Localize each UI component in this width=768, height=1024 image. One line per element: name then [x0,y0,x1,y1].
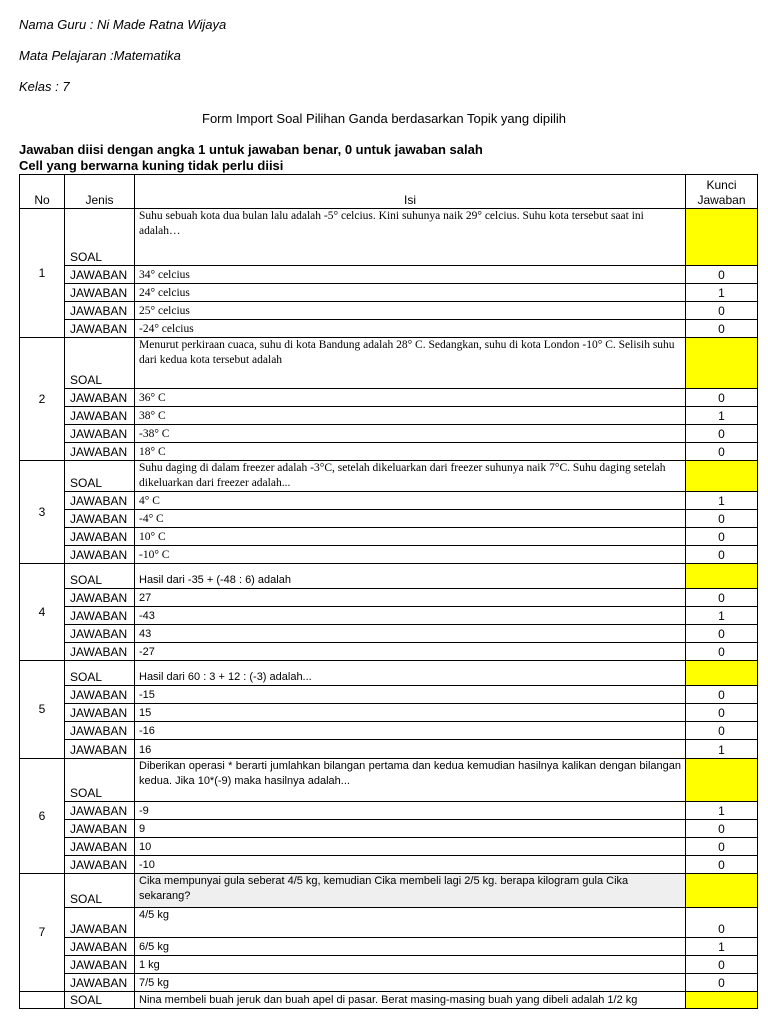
question-number: 3 [20,461,65,564]
answer-row [20,510,758,528]
answer-row [20,302,758,320]
answer-key: 1 [686,407,758,425]
header-kunci [686,175,758,209]
type-jawaban: JAWABAN [65,856,135,874]
answer-text: 34° celcius [135,266,686,284]
type-jawaban: JAWABAN [65,589,135,607]
answer-text: -10 [135,856,686,874]
type-jawaban: JAWABAN [65,686,135,704]
question-row [20,461,758,492]
type-soal: SOAL [65,338,135,389]
answer-text: 16 [135,740,686,759]
question-row [20,338,758,389]
key-cell-highlighted [686,661,758,686]
type-jawaban: JAWABAN [65,546,135,564]
type-jawaban: JAWABAN [65,320,135,338]
question-row [20,874,758,908]
answer-key: 0 [686,820,758,838]
type-jawaban: JAWABAN [65,528,135,546]
answer-text: -27 [135,643,686,661]
type-jawaban: JAWABAN [65,407,135,425]
type-jawaban: JAWABAN [65,740,135,759]
answer-row [20,407,758,425]
question-number [20,992,65,1009]
type-jawaban: JAWABAN [65,266,135,284]
answer-text: 43 [135,625,686,643]
answer-row [20,607,758,625]
answer-row [20,856,758,874]
question-text: Cika mempunyai gula seberat 4/5 kg, kemudian Cika membeli lagi 2/5 kg. berapa kilogram gula Cika sekarang? [135,874,686,908]
answer-key: 0 [686,704,758,722]
type-jawaban: JAWABAN [65,492,135,510]
type-soal: SOAL [65,874,135,908]
answer-text: -38° C [135,425,686,443]
instruction-line-1: Jawaban diisi dengan angka 1 untuk jawaban benar, 0 untuk jawaban salah [19,142,483,157]
answer-key: 0 [686,443,758,461]
type-jawaban: JAWABAN [65,908,135,938]
answer-row [20,528,758,546]
subject-name: Mata Pelajaran :Matematika [19,48,181,63]
type-jawaban: JAWABAN [65,389,135,407]
answer-key: 0 [686,686,758,704]
header-jenis: Jenis [65,175,135,209]
answer-text: -9 [135,802,686,820]
answer-row [20,425,758,443]
answer-text: -43 [135,607,686,625]
type-jawaban: JAWABAN [65,302,135,320]
instruction-line-2: Cell yang berwarna kuning tidak perlu diisi [19,158,284,173]
type-soal: SOAL [65,992,135,1009]
type-jawaban: JAWABAN [65,607,135,625]
answer-text: 38° C [135,407,686,425]
answer-row [20,546,758,564]
key-cell-highlighted [686,564,758,589]
class-name: Kelas : 7 [19,79,70,94]
question-table [19,174,758,1009]
answer-row [20,722,758,740]
header-no: No [20,175,65,209]
answer-text: 6/5 kg [135,938,686,956]
answer-key: 1 [686,607,758,625]
question-row [20,759,758,802]
question-number: 4 [20,564,65,661]
answer-key: 1 [686,284,758,302]
type-jawaban: JAWABAN [65,284,135,302]
question-number: 1 [20,209,65,338]
answer-row [20,704,758,722]
question-number: 7 [20,874,65,992]
question-text: Menurut perkiraan cuaca, suhu di kota Bandung adalah 28° C. Sedangkan, suhu di kota London -10° C. Selisih suhu dari kedua kota tersebut adalah [135,338,686,389]
answer-text: -15 [135,686,686,704]
answer-text: 27 [135,589,686,607]
type-jawaban: JAWABAN [65,625,135,643]
answer-key: 0 [686,643,758,661]
type-jawaban: JAWABAN [65,802,135,820]
key-cell-highlighted [686,992,758,1009]
key-cell-highlighted [686,338,758,389]
question-number: 6 [20,759,65,874]
answer-text: -24° celcius [135,320,686,338]
answer-row [20,820,758,838]
answer-row [20,908,758,938]
answer-key: 0 [686,389,758,407]
answer-text: 36° C [135,389,686,407]
type-jawaban: JAWABAN [65,820,135,838]
answer-key: 0 [686,589,758,607]
answer-row [20,643,758,661]
answer-key: 0 [686,425,758,443]
type-soal: SOAL [65,759,135,802]
answer-text: 9 [135,820,686,838]
question-number: 2 [20,338,65,461]
answer-text: 10 [135,838,686,856]
answer-key: 1 [686,938,758,956]
header-kunci-label: Kunci Jawaban [697,178,746,207]
header-isi: Isi [135,175,686,209]
question-number: 5 [20,661,65,759]
question-text: Nina membeli buah jeruk dan buah apel di pasar. Berat masing-masing buah yang dibeli adalah 1/2 kg [135,992,686,1009]
answer-text: 1 kg [135,956,686,974]
question-row [20,209,758,266]
answer-row [20,974,758,992]
answer-text: -16 [135,722,686,740]
type-jawaban: JAWABAN [65,425,135,443]
type-soal: SOAL [65,564,135,589]
answer-row [20,802,758,820]
answer-text: -4° C [135,510,686,528]
question-text: Hasil dari -35 + (-48 : 6) adalah [135,564,686,589]
answer-row [20,320,758,338]
form-title: Form Import Soal Pilihan Ganda berdasarkan Topik yang dipilih [202,111,566,126]
answer-row [20,443,758,461]
answer-key: 0 [686,546,758,564]
answer-key: 1 [686,740,758,759]
question-text: Diberikan operasi * berarti jumlahkan bilangan pertama dan kedua kemudian hasilnya kalikan dengan bilangan kedua. Jika 10*(-9) maka hasilnya adalah... [135,759,686,802]
answer-row [20,686,758,704]
answer-row [20,389,758,407]
question-row [20,661,758,686]
type-soal: SOAL [65,461,135,492]
type-soal: SOAL [65,209,135,266]
answer-key: 0 [686,528,758,546]
answer-key: 0 [686,956,758,974]
key-cell-highlighted [686,461,758,492]
answer-key: 0 [686,974,758,992]
teacher-name: Nama Guru : Ni Made Ratna Wijaya [19,17,227,32]
answer-key: 0 [686,856,758,874]
key-cell-highlighted [686,209,758,266]
answer-row [20,492,758,510]
answer-key: 0 [686,510,758,528]
type-jawaban: JAWABAN [65,838,135,856]
answer-key: 0 [686,838,758,856]
answer-text: 18° C [135,443,686,461]
answer-row [20,938,758,956]
answer-key: 1 [686,492,758,510]
answer-text: 7/5 kg [135,974,686,992]
answer-text: 15 [135,704,686,722]
table-header-row [20,175,758,209]
type-jawaban: JAWABAN [65,722,135,740]
type-jawaban: JAWABAN [65,510,135,528]
question-text: Suhu sebuah kota dua bulan lalu adalah -5° celcius. Kini suhunya naik 29° celcius. Suhu kota tersebut saat ini adalah… [135,209,686,266]
answer-row [20,266,758,284]
question-text: Hasil dari 60 : 3 + 12 : (-3) adalah... [135,661,686,686]
type-soal: SOAL [65,661,135,686]
type-jawaban: JAWABAN [65,704,135,722]
answer-row [20,589,758,607]
answer-text: 4° C [135,492,686,510]
answer-row [20,956,758,974]
answer-row [20,625,758,643]
question-row [20,992,758,1009]
question-row [20,564,758,589]
type-jawaban: JAWABAN [65,956,135,974]
answer-key: 0 [686,302,758,320]
answer-text: -10° C [135,546,686,564]
key-cell-highlighted [686,874,758,908]
type-jawaban: JAWABAN [65,643,135,661]
type-jawaban: JAWABAN [65,974,135,992]
answer-key: 0 [686,625,758,643]
key-cell-highlighted [686,759,758,802]
answer-key: 0 [686,908,758,938]
answer-row [20,740,758,759]
answer-key: 0 [686,266,758,284]
question-text: Suhu daging di dalam freezer adalah -3°C, setelah dikeluarkan dari freezer suhunya naik 7°C. Suhu daging setelah dikeluarkan dari freezer adalah... [135,461,686,492]
answer-text: 25° celcius [135,302,686,320]
answer-row [20,838,758,856]
type-jawaban: JAWABAN [65,938,135,956]
answer-row [20,284,758,302]
answer-key: 0 [686,722,758,740]
type-jawaban: JAWABAN [65,443,135,461]
answer-text: 4/5 kg [135,908,686,938]
answer-text: 10° C [135,528,686,546]
answer-key: 0 [686,320,758,338]
answer-key: 1 [686,802,758,820]
answer-text: 24° celcius [135,284,686,302]
